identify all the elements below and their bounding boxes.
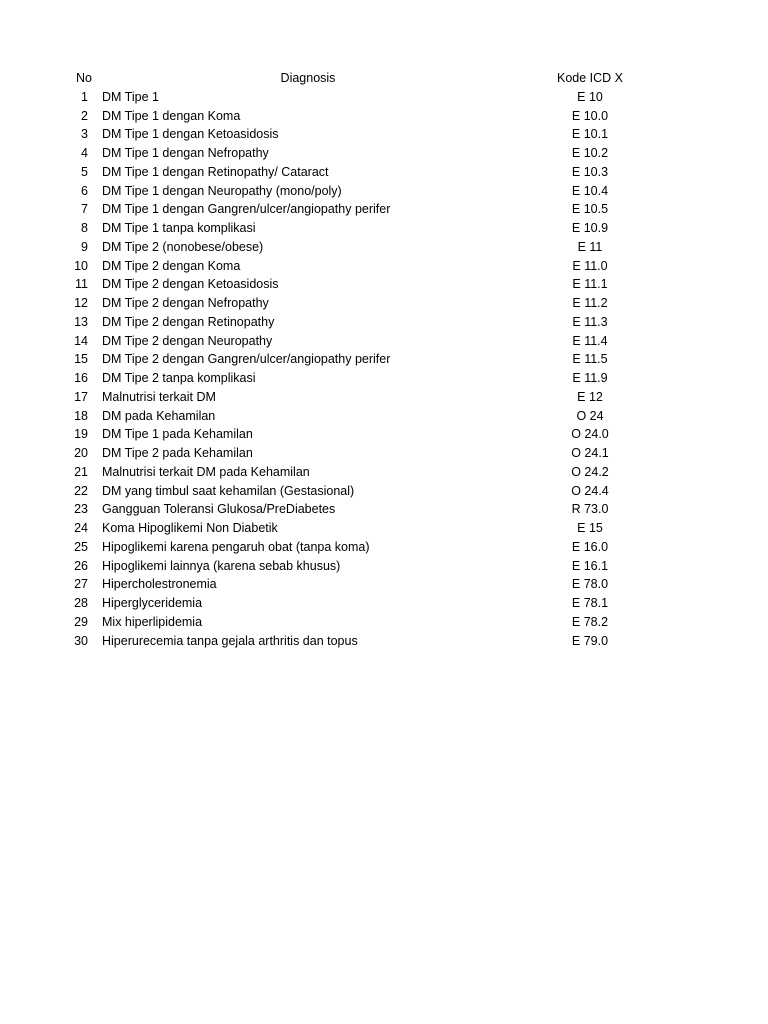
- diagnosis-cell: DM Tipe 1 dengan Koma: [102, 108, 241, 123]
- table-row: [60, 369, 660, 388]
- diagnosis-cell: DM Tipe 1 dengan Ketoasidosis: [102, 127, 279, 142]
- table-row: [60, 425, 660, 444]
- icd-code-cell: E 12: [577, 389, 603, 404]
- diagnosis-cell: DM Tipe 1 dengan Retinopathy/ Cataract: [102, 164, 329, 179]
- table-row: [60, 144, 660, 163]
- diagnosis-cell: DM Tipe 2 dengan Ketoasidosis: [102, 277, 279, 292]
- icd-code-cell: O 24.4: [571, 483, 609, 498]
- header-row: [60, 69, 660, 88]
- diagnosis-cell: Malnutrisi terkait DM pada Kehamilan: [102, 464, 310, 479]
- table-row: [60, 632, 660, 651]
- icd-code-cell: E 10.1: [571, 127, 609, 142]
- row-number: 23: [74, 502, 88, 517]
- icd-code-cell: E 16.0: [571, 539, 609, 554]
- icd-code-cell: E 11.1: [572, 277, 608, 292]
- diagnosis-cell: DM Tipe 1 dengan Nefropathy: [102, 146, 269, 160]
- diagnosis-cell: DM Tipe 2 tanpa komplikasi: [102, 371, 256, 385]
- diagnosis-cell: DM pada Kehamilan: [102, 408, 216, 423]
- header-no: No: [76, 71, 92, 85]
- row-number: 4: [81, 146, 88, 160]
- row-number: 18: [74, 408, 88, 423]
- diagnosis-cell: Hipercholestronemia: [102, 577, 217, 592]
- icd-code-cell: O 24.2: [571, 464, 609, 479]
- row-number: 30: [74, 633, 88, 648]
- table-row: [60, 125, 660, 144]
- table-row: [60, 350, 660, 369]
- diagnosis-cell: DM Tipe 2 dengan Gangren/ulcer/angiopathy perifer: [102, 352, 391, 367]
- table-row: [60, 613, 660, 632]
- diagnosis-cell: DM Tipe 2 dengan Nefropathy: [102, 296, 269, 310]
- table-row: [60, 388, 660, 407]
- icd-code-cell: E 10.9: [571, 221, 609, 235]
- table-row: [60, 575, 660, 594]
- row-number: 11: [75, 277, 88, 292]
- table-row: [60, 200, 660, 219]
- icd-code-cell: E 16.1: [571, 558, 609, 573]
- table-row: [60, 444, 660, 463]
- icd-code-cell: E 11.4: [572, 333, 608, 348]
- icd-code-cell: E 78.1: [571, 596, 609, 610]
- icd-code-cell: E 10.5: [571, 202, 609, 217]
- table-row: [60, 519, 660, 538]
- icd-code-cell: R 73.0: [571, 502, 609, 517]
- row-number: 13: [74, 314, 88, 329]
- table-row: [60, 463, 660, 482]
- header-icd-code: Kode ICD X: [556, 71, 623, 85]
- icd-code-cell: E 78.2: [571, 614, 609, 629]
- table-row: [60, 538, 660, 557]
- icd-code-cell: E 79.0: [571, 633, 609, 648]
- icd-code-table: [60, 69, 660, 650]
- icd-code-cell: E 11: [577, 239, 603, 254]
- row-number: 10: [74, 258, 88, 273]
- diagnosis-cell: Koma Hipoglikemi Non Diabetik: [102, 521, 278, 535]
- row-number: 22: [74, 483, 88, 498]
- table-row: [60, 257, 660, 276]
- diagnosis-cell: DM Tipe 1 dengan Gangren/ulcer/angiopathy perifer: [102, 202, 391, 217]
- row-number: 24: [74, 521, 88, 535]
- diagnosis-cell: DM Tipe 2 dengan Retinopathy: [102, 314, 275, 329]
- icd-code-cell: E 11.5: [572, 352, 608, 367]
- row-number: 21: [74, 464, 88, 479]
- icd-code-cell: E 10.0: [571, 108, 609, 123]
- table-row: [60, 107, 660, 126]
- table-row: [60, 238, 660, 257]
- icd-code-cell: E 10: [577, 89, 603, 104]
- diagnosis-cell: DM Tipe 1 dengan Neuropathy (mono/poly): [102, 183, 342, 198]
- table-body: [60, 88, 660, 651]
- row-number: 9: [81, 239, 88, 254]
- icd-code-cell: E 11.0: [572, 258, 608, 273]
- diagnosis-cell: Hiperglyceridemia: [102, 596, 203, 610]
- row-number: 20: [74, 446, 88, 460]
- row-number: 25: [74, 539, 88, 554]
- row-number: 3: [81, 127, 88, 142]
- icd-code-cell: E 15: [577, 521, 603, 535]
- icd-code-cell: O 24.1: [571, 446, 609, 460]
- table-header: [60, 69, 660, 88]
- table-row: [60, 219, 660, 238]
- diagnosis-cell: DM yang timbul saat kehamilan (Gestasional): [102, 483, 355, 498]
- icd-code-cell: E 78.0: [571, 577, 609, 592]
- icd-code-cell: O 24: [576, 408, 604, 423]
- diagnosis-cell: DM Tipe 2 dengan Koma: [102, 258, 241, 273]
- row-number: 5: [81, 164, 88, 179]
- row-number: 16: [74, 371, 88, 385]
- icd-code-cell: E 11.2: [572, 296, 608, 310]
- table-row: [60, 407, 660, 426]
- row-number: 28: [74, 596, 88, 610]
- table-row: [60, 294, 660, 313]
- table-row: [60, 182, 660, 201]
- row-number: 2: [81, 108, 88, 123]
- row-number: 27: [74, 577, 88, 592]
- row-number: 29: [74, 614, 88, 629]
- row-number: 15: [74, 352, 88, 367]
- diagnosis-cell: Gangguan Toleransi Glukosa/PreDiabetes: [102, 502, 336, 517]
- table-row: [60, 482, 660, 501]
- diagnosis-cell: DM Tipe 1 pada Kehamilan: [102, 427, 253, 442]
- diagnosis-cell: Hipoglikemi lainnya (karena sebab khusus): [102, 558, 341, 573]
- header-diagnosis: Diagnosis: [280, 71, 336, 85]
- row-number: 12: [74, 296, 88, 310]
- diagnosis-cell: Malnutrisi terkait DM: [102, 389, 216, 404]
- icd-code-cell: E 10.4: [571, 183, 609, 198]
- diagnosis-cell: Mix hiperlipidemia: [102, 614, 203, 629]
- icd-code-cell: E 11.9: [572, 371, 608, 385]
- row-number: 19: [74, 427, 88, 442]
- table-row: [60, 557, 660, 576]
- row-number: 7: [81, 202, 88, 217]
- diagnosis-cell: DM Tipe 1 tanpa komplikasi: [102, 221, 256, 235]
- diagnosis-cell: DM Tipe 2 pada Kehamilan: [102, 446, 253, 460]
- table-row: [60, 594, 660, 613]
- icd-code-cell: E 11.3: [572, 314, 608, 329]
- diagnosis-cell: Hiperurecemia tanpa gejala arthritis dan topus: [102, 633, 358, 648]
- row-number: 26: [74, 558, 88, 573]
- row-number: 14: [74, 333, 88, 348]
- table-row: [60, 88, 660, 107]
- row-number: 8: [81, 221, 88, 235]
- diagnosis-cell: DM Tipe 1: [102, 89, 159, 104]
- table-row: [60, 313, 660, 332]
- diagnosis-cell: DM Tipe 2 (nonobese/obese): [102, 239, 264, 254]
- diagnosis-cell: Hipoglikemi karena pengaruh obat (tanpa koma): [102, 539, 370, 554]
- icd-code-cell: E 10.3: [571, 164, 609, 179]
- icd-code-cell: O 24.0: [571, 427, 609, 442]
- row-number: 6: [81, 183, 88, 198]
- row-number: 17: [74, 389, 88, 404]
- table-row: [60, 500, 660, 519]
- diagnosis-sheet: [60, 69, 660, 650]
- icd-code-cell: E 10.2: [571, 146, 609, 160]
- table-row: [60, 275, 660, 294]
- table-row: [60, 163, 660, 182]
- table-row: [60, 332, 660, 351]
- diagnosis-cell: DM Tipe 2 dengan Neuropathy: [102, 333, 273, 348]
- row-number: 1: [81, 89, 88, 104]
